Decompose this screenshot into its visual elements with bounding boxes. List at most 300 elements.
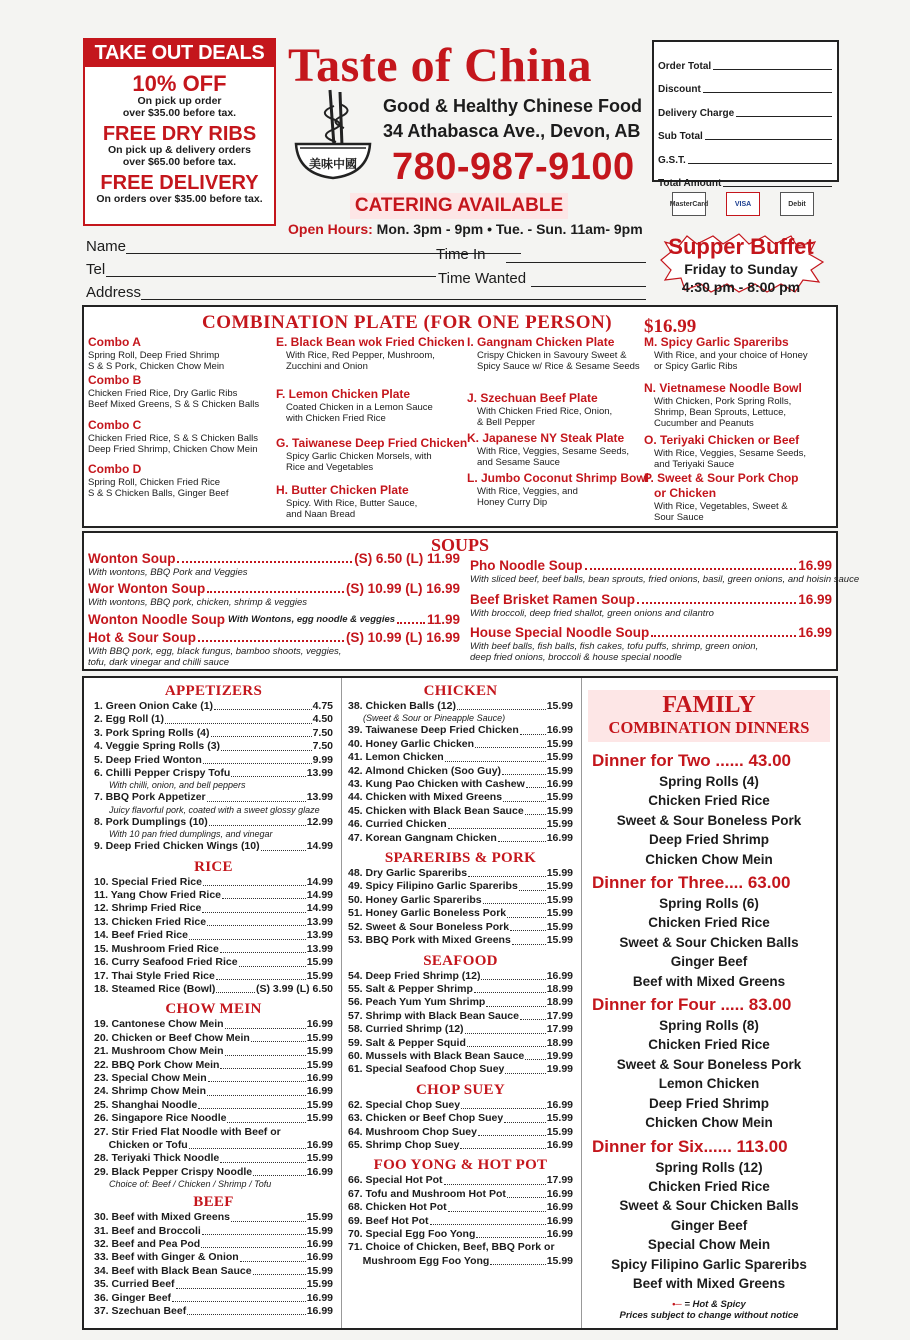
dot-leader xyxy=(460,1139,545,1149)
tagline: Good & Healthy Chinese Food xyxy=(383,96,643,116)
dot-leader xyxy=(504,1112,546,1122)
appetizers-item[interactable] xyxy=(94,840,333,853)
sub-total-label: Sub Total xyxy=(658,131,703,142)
item-price: 14.99 xyxy=(306,889,333,902)
family-title: FAMILY xyxy=(662,692,756,718)
appetizers-item[interactable] xyxy=(94,816,333,829)
chicken-item[interactable] xyxy=(348,751,573,764)
chicken-item[interactable] xyxy=(348,805,573,818)
combo-item-name: G. Taiwanese Deep Fried Chicken xyxy=(276,436,468,450)
item-name: 42. Almond Chicken (Soo Guy) xyxy=(348,764,502,777)
dot-leader xyxy=(637,591,796,604)
dot-leader xyxy=(585,557,797,570)
item-name: 70. Special Egg Foo Yong xyxy=(348,1228,476,1240)
order-total-field[interactable] xyxy=(713,69,832,70)
item-price: 15.99 xyxy=(306,1152,333,1165)
chow-mein-item[interactable] xyxy=(94,1072,333,1085)
chicken-item[interactable] xyxy=(348,778,573,791)
chow-mein-item[interactable] xyxy=(94,1112,333,1125)
dot-leader xyxy=(177,550,352,563)
item-name: 56. Peach Yum Yum Shrimp xyxy=(348,996,486,1009)
combo-item-desc: Coated Chicken in a Lemon Sauce with Chicken Fried Rice xyxy=(286,402,433,424)
dot-leader xyxy=(189,1139,306,1149)
dot-leader xyxy=(476,1228,545,1238)
soup-item xyxy=(88,580,460,608)
item-name: 33. Beef with Ginger & Onion xyxy=(94,1251,239,1264)
appetizers-item[interactable] xyxy=(94,713,333,726)
combo-item xyxy=(88,373,278,410)
order-total-label: Order Total xyxy=(658,60,712,72)
item-price: 16.99 xyxy=(306,1238,333,1250)
combo-item-name: Combo D xyxy=(88,462,142,476)
dot-leader xyxy=(239,956,306,966)
dot-leader xyxy=(203,876,306,886)
chow-mein-item[interactable] xyxy=(94,1152,333,1165)
dot-leader xyxy=(211,727,312,737)
chow-mein-item[interactable] xyxy=(94,1018,333,1031)
chicken-heading: CHICKEN xyxy=(423,683,498,699)
soup-line xyxy=(470,624,832,641)
chow-mein-item[interactable] xyxy=(94,1099,333,1112)
item-price: 15.99 xyxy=(306,1031,333,1044)
item-name: 38. Chicken Balls (12) xyxy=(348,700,456,712)
dot-leader xyxy=(240,1251,306,1261)
spareribs-item[interactable] xyxy=(348,934,573,947)
item-price: 15.99 xyxy=(546,764,573,777)
item-name: 45. Chicken with Black Bean Sauce xyxy=(348,804,524,817)
foo-yong-item[interactable] xyxy=(348,1215,573,1228)
address-label: Address xyxy=(86,284,142,301)
item-name: 25. Shanghai Noodle xyxy=(94,1098,198,1111)
item-price: 15.99 xyxy=(306,1278,333,1291)
item-price: 16.99 xyxy=(306,1165,333,1178)
chicken-item[interactable] xyxy=(348,700,573,713)
deal-1-title: 10% OFF xyxy=(132,71,227,96)
appetizers-item[interactable] xyxy=(94,727,333,740)
logo-text: 美味中國 xyxy=(308,157,358,171)
dinner-item: Deep Fried Shrimp xyxy=(648,832,770,848)
dot-leader xyxy=(505,1063,545,1073)
dot-leader xyxy=(468,867,546,877)
item-name: 66. Special Hot Pot xyxy=(348,1174,443,1187)
dinner-item: Sweet & Sour Chicken Balls xyxy=(619,1198,799,1214)
item-price: 14.99 xyxy=(306,840,333,853)
noodle-bowl-logo-icon xyxy=(290,88,376,184)
item-name: 50. Honey Garlic Spareribs xyxy=(348,893,482,906)
hours-label: Open Hours: xyxy=(288,221,373,237)
item-subtext: Choice of: Beef / Chicken / Shrimp / Tofu xyxy=(109,1179,272,1190)
combo-item-desc: With Rice, Vegetables, Sweet & Sour Sauce xyxy=(654,501,788,523)
dinner-name: Dinner for Six...... 113.00 xyxy=(592,1136,788,1156)
combo-item-name: E. Black Bean wok Fried Chicken xyxy=(276,335,465,349)
deals-header: TAKE OUT DEALS xyxy=(85,40,274,67)
hot-spicy-legend xyxy=(586,1299,832,1310)
rice-item[interactable] xyxy=(94,983,333,996)
item-price: 15.99 xyxy=(546,880,573,893)
take-out-deals-box xyxy=(83,38,276,226)
item-price: 18.99 xyxy=(546,996,573,1009)
item-price: 4.50 xyxy=(312,713,333,726)
item-price: 16.99 xyxy=(306,1251,333,1264)
item-name: 40. Honey Garlic Chicken xyxy=(348,737,475,750)
soup-inline-desc: With Wontons, egg noodle & veggies xyxy=(227,614,396,625)
item-name: 64. Mushroom Chop Suey xyxy=(348,1125,477,1138)
dot-leader xyxy=(483,894,546,904)
combo-item-name: M. Spicy Garlic Spareribs xyxy=(644,335,789,349)
deal-2-line-1: On pick up & delivery orders xyxy=(108,144,251,156)
soup-desc: With beef balls, fish balls, fish cakes, tofu puffs, shrimp, green onion, deep fried onions, broccoli & house special noodle xyxy=(470,641,759,663)
dinner-item: Chicken Fried Rice xyxy=(648,1037,770,1053)
time-wanted-field[interactable] xyxy=(531,286,646,287)
item-price: 19.99 xyxy=(546,1049,573,1062)
dot-leader xyxy=(467,1037,546,1047)
dot-leader xyxy=(207,791,306,801)
item-name: 19. Cantonese Chow Mein xyxy=(94,1018,224,1031)
beef-item[interactable] xyxy=(94,1265,333,1278)
chow-mein-item[interactable] xyxy=(94,1139,333,1152)
phone-number[interactable]: 780-987-9100 xyxy=(392,146,635,188)
dot-leader xyxy=(207,1085,306,1095)
soup-price: (S) 10.99 (L) 16.99 xyxy=(345,630,460,645)
chicken-item[interactable] xyxy=(348,818,573,831)
deal-1-line-2: over $35.00 before tax. xyxy=(122,107,237,119)
beef-item[interactable] xyxy=(94,1251,333,1264)
item-name: 62. Special Chop Suey xyxy=(348,1098,461,1111)
soup-price: (S) 6.50 (L) 11.99 xyxy=(354,551,460,566)
item-name: Mushroom Egg Foo Yong xyxy=(348,1254,490,1267)
dot-leader xyxy=(457,700,546,710)
chicken-item[interactable] xyxy=(348,791,573,804)
foo-yong-item[interactable] xyxy=(348,1228,573,1241)
dinner-item: Spring Rolls (8) xyxy=(659,1018,759,1034)
dot-leader xyxy=(165,713,312,723)
seafood-item[interactable] xyxy=(348,970,573,983)
chow-mein-item[interactable] xyxy=(94,1085,333,1098)
seafood-item[interactable] xyxy=(348,983,573,996)
dot-leader xyxy=(216,970,306,980)
appetizers-item[interactable] xyxy=(94,700,333,713)
dot-leader xyxy=(507,1188,546,1198)
family-heading xyxy=(588,690,830,742)
foo-yong-item[interactable] xyxy=(348,1174,573,1187)
dinner-item: Sweet & Sour Chicken Balls xyxy=(619,934,799,950)
dot-leader xyxy=(526,778,546,788)
rice-item[interactable] xyxy=(94,929,333,942)
item-price: 16.99 xyxy=(306,1085,333,1098)
item-name: 39. Taiwanese Deep Fried Chicken xyxy=(348,724,519,737)
combo-item-desc: With Rice, Veggies, Sesame Seeds, and Teriyaki Sauce xyxy=(654,448,807,470)
item-name: 54. Deep Fried Shrimp (12) xyxy=(348,969,481,982)
item-name: 12. Shrimp Fried Rice xyxy=(94,902,202,915)
dot-leader xyxy=(198,1099,305,1109)
rice-item[interactable] xyxy=(94,902,333,915)
combo-item xyxy=(276,335,466,372)
gst-row xyxy=(658,142,832,166)
sub-total-field[interactable] xyxy=(705,139,832,140)
dinner-item: Beef with Mixed Greens xyxy=(632,973,786,989)
dot-leader xyxy=(208,1072,306,1082)
item-price: 16.99 xyxy=(546,778,573,791)
discount-row xyxy=(658,72,832,96)
dinner-item: Ginger Beef xyxy=(670,1217,748,1233)
foo-yong-item[interactable] xyxy=(348,1255,573,1268)
appetizers-item[interactable] xyxy=(94,791,333,804)
dot-leader xyxy=(202,1225,306,1235)
dot-leader xyxy=(510,921,546,931)
restaurant-name: Taste of China xyxy=(288,39,592,92)
rice-item[interactable] xyxy=(94,956,333,969)
sub-total-row xyxy=(658,119,832,143)
item-price: 16.99 xyxy=(546,1228,573,1240)
combo-item-name: K. Japanese NY Steak Plate xyxy=(467,431,625,445)
foo-yong-item[interactable] xyxy=(348,1241,573,1254)
item-name: 51. Honey Garlic Boneless Pork xyxy=(348,907,507,920)
item-name: 14. Beef Fried Rice xyxy=(94,929,188,942)
seafood-item[interactable] xyxy=(348,1050,573,1063)
dot-leader xyxy=(189,929,306,939)
chop-suey-item[interactable] xyxy=(348,1099,573,1112)
item-price: 15.99 xyxy=(546,867,573,880)
deal-2-line-2: over $65.00 before tax. xyxy=(122,156,237,168)
rice-item[interactable] xyxy=(94,916,333,929)
item-price: 16.99 xyxy=(546,1201,573,1214)
chow-mein-item[interactable] xyxy=(94,1166,333,1179)
dot-leader xyxy=(207,580,344,593)
soup-line xyxy=(88,611,460,628)
soups-section xyxy=(82,531,860,671)
buffet-time: 4:30 pm - 8:00 pm xyxy=(681,279,801,295)
item-price: 9.99 xyxy=(312,753,333,766)
chop-suey-item[interactable] xyxy=(348,1139,573,1152)
dot-leader xyxy=(225,1045,306,1055)
dot-leader xyxy=(227,1112,305,1122)
dot-leader xyxy=(225,1018,306,1028)
appetizers-item[interactable] xyxy=(94,740,333,753)
item-name: 61. Special Seafood Chop Suey xyxy=(348,1063,505,1076)
item-price: 17.99 xyxy=(546,1174,573,1187)
delivery-charge-field[interactable] xyxy=(736,116,832,117)
price-note: Prices subject to change without notice xyxy=(619,1310,799,1322)
soup-line xyxy=(470,591,832,608)
dinner-item: Chicken Chow Mein xyxy=(645,1115,773,1131)
combo-item-name: Combo B xyxy=(88,373,142,387)
combo-item-desc: With Rice, Veggies, Sesame Seeds, and Sesame Sauce xyxy=(477,446,630,468)
chicken-item[interactable] xyxy=(348,724,573,737)
time-in-field[interactable] xyxy=(506,262,646,263)
dinner-item: Spicy Filipino Garlic Spareribs xyxy=(611,1256,807,1272)
combination-plate-section xyxy=(82,305,838,528)
foo-yong-heading: FOO YONG & HOT POT xyxy=(373,1157,548,1174)
dot-leader xyxy=(198,629,344,642)
visa-icon: VISA xyxy=(726,192,760,216)
chow-mein-item[interactable] xyxy=(94,1059,333,1072)
soup-price: (S) 10.99 (L) 16.99 xyxy=(345,581,460,596)
item-price: 13.99 xyxy=(306,767,333,780)
item-name: Chicken or Tofu xyxy=(94,1138,188,1151)
soup-name: Wonton Noodle Soup xyxy=(88,612,225,627)
combo-item xyxy=(276,436,466,473)
open-hours xyxy=(288,221,643,237)
seafood-item[interactable] xyxy=(348,1010,573,1023)
item-name: 55. Salt & Pepper Shrimp xyxy=(348,982,473,995)
soup-line xyxy=(88,550,460,567)
item-price: 16.99 xyxy=(546,1214,573,1227)
combo-item-name: Combo C xyxy=(88,418,142,432)
dot-leader xyxy=(481,970,545,980)
combo-item-desc: Crispy Chicken in Savoury Sweet & Spicy Sauce w/ Rice & Sesame Seeds xyxy=(477,350,640,372)
dot-leader xyxy=(207,916,306,926)
order-total-box xyxy=(652,40,839,189)
item-price: 16.99 xyxy=(546,1138,573,1151)
combo-item xyxy=(88,462,278,499)
item-price: 13.99 xyxy=(306,791,333,804)
item-name: 69. Beef Hot Pot xyxy=(348,1214,429,1227)
item-name: 23. Special Chow Mein xyxy=(94,1071,207,1084)
item-price: 17.99 xyxy=(546,1023,573,1036)
buffet-title: Supper Buffet xyxy=(668,234,814,259)
dot-leader xyxy=(209,816,306,826)
combo-item-desc: Chicken Fried Rice, S & S Chicken Balls Deep Fried Shrimp, Chicken Chow Mein xyxy=(88,433,259,455)
appetizers-heading: APPETIZERS xyxy=(164,683,263,699)
item-price: 15.99 xyxy=(306,1112,333,1125)
combo-item-desc: With Rice, Red Pepper, Mushroom, Zucchini and Onion xyxy=(286,350,435,372)
delivery-charge-label: Delivery Charge xyxy=(658,107,735,119)
dot-leader xyxy=(231,1211,306,1221)
rice-item[interactable] xyxy=(94,970,333,983)
chili-pepper-icon: •─ xyxy=(672,1299,682,1310)
foo-yong-item[interactable] xyxy=(348,1201,573,1214)
chicken-item[interactable] xyxy=(348,765,573,778)
item-price: 14.99 xyxy=(306,902,333,915)
chow-mein-item[interactable] xyxy=(94,1126,333,1139)
chow-mein-item[interactable] xyxy=(94,1045,333,1058)
rice-item[interactable] xyxy=(94,889,333,902)
item-name: 18. Steamed Rice (Bowl) xyxy=(94,982,216,995)
dot-leader xyxy=(251,1032,306,1042)
item-name: 32. Beef and Pea Pod xyxy=(94,1238,201,1250)
soup-desc: With sliced beef, beef balls, bean sprouts, fried onions, basil, green onions, and hoisin sauce xyxy=(470,574,860,585)
soups-heading: SOUPS xyxy=(430,535,490,555)
item-price: 15.99 xyxy=(546,1125,573,1138)
total-amount-row xyxy=(658,166,832,190)
item-price: 16.99 xyxy=(306,1071,333,1084)
beef-item[interactable] xyxy=(94,1305,333,1318)
dot-leader xyxy=(525,1050,545,1060)
gst-field[interactable] xyxy=(688,163,832,164)
dot-leader xyxy=(214,700,312,710)
foo-yong-item[interactable] xyxy=(348,1188,573,1201)
item-name: 44. Chicken with Mixed Greens xyxy=(348,791,503,804)
spareribs-item[interactable] xyxy=(348,894,573,907)
dot-leader xyxy=(474,983,546,993)
tel-label: Tel xyxy=(86,261,106,278)
family-dinners-column xyxy=(582,678,838,1328)
soup-price: 16.99 xyxy=(798,592,832,607)
item-price: 15.99 xyxy=(306,1098,333,1111)
seafood-item[interactable] xyxy=(348,1023,573,1036)
dot-leader xyxy=(430,1215,546,1225)
soup-desc: With wontons, BBQ Pork and Veggies xyxy=(88,567,248,578)
soup-name: Pho Noodle Soup xyxy=(470,558,583,573)
soup-item xyxy=(470,557,860,585)
beef-item[interactable] xyxy=(94,1278,333,1291)
dot-leader xyxy=(220,1059,305,1069)
combo-item-desc: With Rice, and your choice of Honey or Spicy Garlic Ribs xyxy=(654,350,808,372)
rice-item[interactable] xyxy=(94,943,333,956)
item-price: 15.99 xyxy=(546,1254,573,1267)
item-name: 46. Curried Chicken xyxy=(348,818,447,831)
item-name: 4. Veggie Spring Rolls (3) xyxy=(94,740,221,753)
chop-suey-item[interactable] xyxy=(348,1112,573,1125)
item-name: 2. Egg Roll (1) xyxy=(94,713,165,726)
item-price: 12.99 xyxy=(306,815,333,828)
chow-mein-item[interactable] xyxy=(94,1032,333,1045)
appetizers-item[interactable] xyxy=(94,767,333,780)
soup-line xyxy=(470,557,832,574)
address-field[interactable] xyxy=(141,299,646,300)
dot-leader xyxy=(525,805,546,815)
item-price: 18.99 xyxy=(546,982,573,995)
dot-leader xyxy=(448,818,546,828)
dot-leader xyxy=(519,880,546,890)
name-label: Name xyxy=(86,238,127,255)
dot-leader xyxy=(512,934,546,944)
item-price: (S) 3.99 (L) 6.50 xyxy=(255,982,333,995)
total-amount-field[interactable] xyxy=(723,186,832,187)
beef-item[interactable] xyxy=(94,1238,333,1251)
seafood-item[interactable] xyxy=(348,1037,573,1050)
item-name: 37. Szechuan Beef xyxy=(94,1305,187,1318)
item-price: 7.50 xyxy=(312,740,333,753)
tel-field[interactable] xyxy=(106,276,436,277)
item-price: 15.99 xyxy=(546,737,573,750)
beef-item[interactable] xyxy=(94,1211,333,1224)
item-price: 4.75 xyxy=(312,700,333,712)
item-name: 52. Sweet & Sour Boneless Pork xyxy=(348,920,510,933)
spareribs-item[interactable] xyxy=(348,867,573,880)
chicken-item[interactable] xyxy=(348,832,573,845)
discount-field[interactable] xyxy=(703,92,832,93)
item-name: 31. Beef and Broccoli xyxy=(94,1224,201,1237)
combo-item xyxy=(88,418,278,455)
item-name: 34. Beef with Black Bean Sauce xyxy=(94,1264,252,1277)
soup-item xyxy=(470,624,832,663)
item-name: 35. Curried Beef xyxy=(94,1278,175,1291)
legend-text: = Hot & Spicy xyxy=(684,1299,746,1311)
rice-item[interactable] xyxy=(94,876,333,889)
appetizers-item[interactable] xyxy=(94,754,333,767)
item-price: 13.99 xyxy=(306,915,333,928)
beef-item[interactable] xyxy=(94,1225,333,1238)
combo-item-desc: Chicken Fried Rice, Dry Garlic Ribs Beef Mixed Greens, S & S Chicken Balls xyxy=(88,388,260,410)
seafood-item[interactable] xyxy=(348,996,573,1009)
spareribs-item[interactable] xyxy=(348,921,573,934)
chicken-item[interactable] xyxy=(348,738,573,751)
combo-item xyxy=(88,335,278,372)
dinner-item: Chicken Fried Rice xyxy=(648,915,770,931)
spareribs-item[interactable] xyxy=(348,880,573,893)
menu-column-1 xyxy=(84,678,342,1328)
item-price: 15.99 xyxy=(546,1112,573,1125)
seafood-item[interactable] xyxy=(348,1063,573,1076)
spareribs-item[interactable] xyxy=(348,907,573,920)
dinner-name: Dinner for Three.... 63.00 xyxy=(592,873,791,893)
beef-item[interactable] xyxy=(94,1292,333,1305)
item-price: 15.99 xyxy=(546,907,573,920)
item-price: 15.99 xyxy=(306,1224,333,1237)
combo-item-name: I. Gangnam Chicken Plate xyxy=(467,335,615,349)
chop-suey-item[interactable] xyxy=(348,1126,573,1139)
